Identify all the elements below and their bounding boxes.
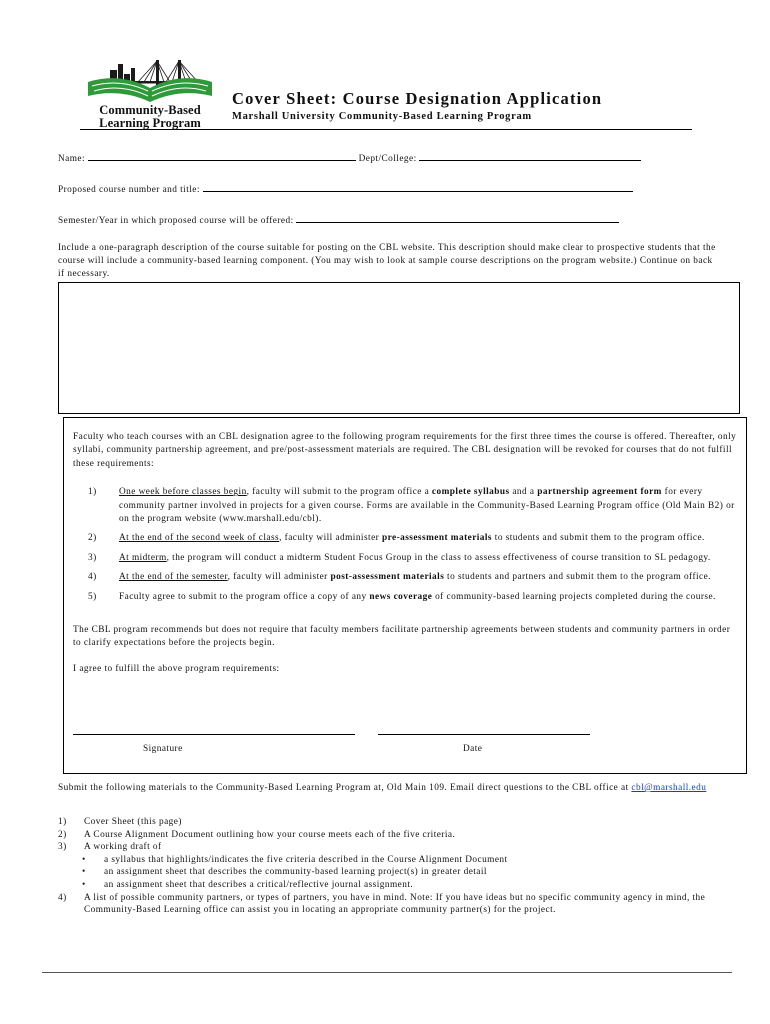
course-row	[58, 181, 633, 195]
requirement-number: 5)	[88, 591, 97, 602]
course-field[interactable]	[203, 181, 633, 192]
materials-list	[58, 816, 718, 917]
description-instructions: Include a one-paragraph description of the course suitable for posting on the CBL website. This description should make clear to prospective students that the course will include a community-based learning component. (You may wish to look at sample course descriptions on the program website.) Continue on back if necessary.	[58, 243, 716, 279]
recommendation-text: The CBL program recommends but does not require that faculty members facilitate partnership agreements between students and community partners in order to clarify expectations before the projects begin.	[73, 625, 731, 649]
requirements-intro: Faculty who teach courses with an CBL designation agree to the following program requirements for the first three times the course is offered. Thereafter, only syllabi, community partnership agreement, and pre/post-assessment materials are required. The CBL designation will be revoked for courses that do not fulfill these requirements:	[73, 432, 737, 469]
requirement-item	[73, 591, 737, 604]
material-text: Cover Sheet (this page)	[84, 817, 182, 827]
draft-subitem-text: an assignment sheet that describes a critical/reflective journal assignment.	[104, 879, 414, 890]
requirement-text: to students and partners and submit them to the program office.	[444, 572, 711, 583]
email-link[interactable]: cbl@marshall.edu	[631, 783, 707, 793]
requirement-text: Faculty agree to submit to the program office a copy of any	[119, 591, 370, 602]
footer-divider	[42, 972, 732, 973]
requirement-text: , faculty will administer	[227, 572, 331, 583]
name-dept-row	[58, 150, 641, 164]
requirement-number: 3)	[88, 552, 97, 563]
requirement-bold: partnership agreement form	[537, 487, 662, 498]
requirement-bold: post-assessment materials	[330, 572, 445, 583]
date-label: Date	[463, 744, 483, 754]
requirement-number: 2)	[88, 533, 97, 544]
signature-label: Signature	[143, 744, 183, 754]
requirement-bold: news coverage	[369, 591, 433, 602]
material-number: 1)	[58, 817, 67, 827]
submit-text: Submit the following materials to the Community-Based Learning Program at, Old Main 109. Email direct questions to the CBL office at	[58, 783, 629, 793]
signature-area	[73, 726, 673, 766]
material-item	[58, 829, 718, 842]
requirement-bold: pre-assessment materials	[381, 533, 493, 544]
course-label: Proposed course number and title:	[58, 185, 200, 195]
requirement-lead: At midterm	[119, 552, 167, 563]
material-item	[58, 841, 718, 891]
requirement-text: of community-based learning projects completed during the course.	[432, 591, 716, 602]
submit-instructions	[58, 782, 718, 795]
cbl-logo	[80, 58, 228, 134]
bullet-icon: •	[82, 854, 86, 865]
logo-line-2: Learning Program	[99, 116, 201, 130]
material-text: A list of possible community partners, or types of partners, you have in mind. Note: If you have ideas but no specific community agency in mind, the Community-Based Learning office can assist you in locating an appropriate community partner(s) for the project.	[84, 892, 706, 916]
requirement-number: 4)	[88, 572, 97, 583]
draft-subitem-text: an assignment sheet that describes the community-based learning project(s) in greater detail	[104, 867, 487, 878]
requirements-box	[63, 417, 747, 774]
requirement-item	[73, 571, 737, 584]
requirement-bold: complete syllabus	[431, 487, 510, 498]
requirement-item	[73, 552, 737, 565]
bullet-icon: •	[82, 879, 86, 890]
requirements-list	[73, 486, 737, 604]
agreement-text: I agree to fulfill the above program requirements:	[73, 663, 280, 674]
dept-field[interactable]	[419, 150, 641, 161]
material-text: A Course Alignment Document outlining how your course meets each of the five criteria.	[84, 829, 456, 840]
material-text: A working draft of	[84, 842, 162, 853]
requirement-text: , faculty will submit to the program office a	[246, 487, 432, 498]
course-description-box[interactable]	[58, 282, 740, 414]
semester-label: Semester/Year in which proposed course will be offered:	[58, 216, 294, 226]
draft-subitem-text: a syllabus that highlights/indicates the five criteria described in the Course Alignment Document	[104, 854, 508, 865]
requirement-text: to students and submit them to the program office.	[492, 533, 705, 544]
requirement-number: 1)	[88, 487, 97, 498]
draft-subitem	[58, 866, 718, 879]
semester-field[interactable]	[296, 212, 619, 223]
dept-label: Dept/College:	[358, 154, 417, 164]
logo-line-1: Community-Based	[99, 103, 201, 117]
header-divider	[80, 129, 692, 130]
requirement-text: , the program will conduct a midterm Student Focus Group in the class to assess effectiveness of course transition to SL pedagogy.	[166, 552, 711, 563]
signature-field[interactable]	[73, 734, 355, 735]
page-title: Cover Sheet: Course Designation Application	[232, 89, 603, 108]
draft-subitems	[58, 854, 718, 892]
material-item	[58, 892, 718, 917]
skyline-book-logo-icon	[86, 58, 218, 106]
requirement-text: , faculty will administer	[279, 533, 382, 544]
requirement-lead: At the end of the second week of class	[119, 533, 280, 544]
draft-subitem	[58, 854, 718, 867]
material-number: 3)	[58, 842, 67, 853]
material-number: 4)	[58, 892, 67, 903]
bullet-icon: •	[82, 867, 86, 878]
material-item	[58, 816, 718, 829]
requirement-lead: One week before classes begin	[119, 487, 247, 498]
requirement-item	[73, 532, 737, 545]
date-field[interactable]	[378, 734, 590, 735]
page-subtitle: Marshall University Community-Based Learning Program	[232, 111, 532, 122]
requirement-text: for every community partner involved in projects for a given course. Forms are available in the Community-Based Learning Program office (Old Main B2) or on the program website (www.marshall.edu/cbl).	[119, 487, 735, 525]
requirement-item	[73, 486, 737, 526]
material-number: 2)	[58, 829, 67, 840]
requirement-text: and a	[509, 487, 538, 498]
draft-subitem	[58, 879, 718, 892]
logo-wordmark	[80, 104, 220, 130]
requirement-lead: At the end of the semester	[119, 572, 228, 583]
name-label: Name:	[58, 154, 86, 164]
semester-row	[58, 212, 619, 226]
name-field[interactable]	[88, 150, 356, 161]
